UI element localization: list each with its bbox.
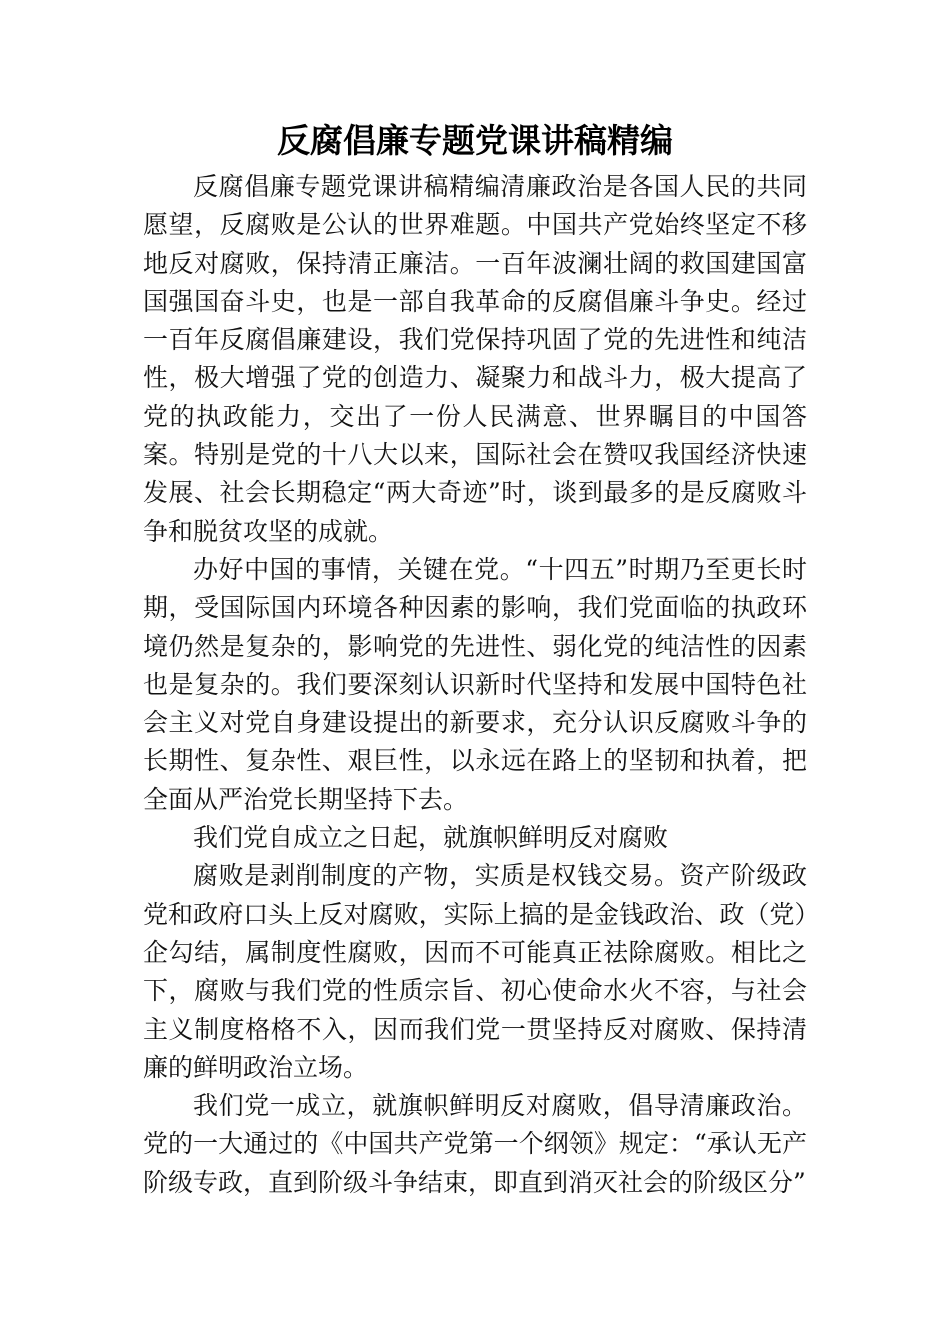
document-title: 反腐倡廉专题党课讲稿精编 <box>277 121 673 160</box>
section-heading: 我们党自成立之日起，就旗帜鲜明反对腐败 <box>193 823 669 853</box>
paragraph-party-founding: 我们党一成立，就旗帜鲜明反对腐败，倡导清廉政治。党的一大通过的《中国共产党第一个纲领》规定：“承认无产阶级专政，直到阶级斗争结束，即直到消灭社会的阶级区分” <box>143 1091 807 1197</box>
paragraph-corruption-nature: 腐败是剥削制度的产物，实质是权钱交易。资产阶级政党和政府口头上反对腐败，实际上搞的是金钱政治、政（党）企勾结，属制度性腐败，因而不可能真正祛除腐败。相比之下，腐败与我们党的性质宗旨、初心使命水火不容，与社会主义制度格格不入，因而我们党一贯坚持反对腐败、保持清廉的鲜明政治立场。 <box>143 861 807 1082</box>
paragraph-intro: 反腐倡廉专题党课讲稿精编清廉政治是各国人民的共同愿望，反腐败是公认的世界难题。中国共产党始终坚定不移地反对腐败，保持清正廉洁。一百年波澜壮阔的救国建国富国强国奋斗史，也是一部自我革命的反腐倡廉斗争史。经过一百年反腐倡廉建设，我们党保持巩固了党的先进性和纯洁性，极大增强了党的创造力、凝聚力和战斗力，极大提高了党的执政能力，交出了一份人民满意、世界瞩目的中国答案。特别是党的十八大以来，国际社会在赞叹我国经济快速发展、社会长期稳定“两大奇迹”时，谈到最多的是反腐败斗争和脱贫攻坚的成就。 <box>143 172 807 546</box>
document-body <box>143 168 807 1202</box>
paragraph-party-key: 办好中国的事情，关键在党。“十四五”时期乃至更长时期，受国际国内环境各种因素的影响，我们党面临的执政环境仍然是复杂的，影响党的先进性、弱化党的纯洁性的因素也是复杂的。我们要深刻认识新时代坚持和发展中国特色社会主义对党自身建设提出的新要求，充分认识反腐败斗争的长期性、复杂性、艰巨性，以永远在路上的坚韧和执着，把全面从严治党长期坚持下去。 <box>143 554 807 814</box>
